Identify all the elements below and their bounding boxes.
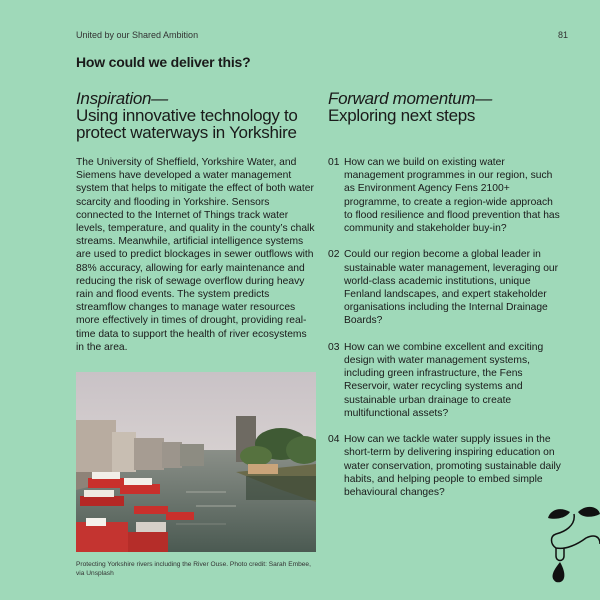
photo-caption: Protecting Yorkshire rivers including the River Ouse. Photo credit: Sarah Embee, via Unsplash: [76, 561, 311, 577]
river-photo: [76, 372, 316, 552]
step-number: 02: [328, 249, 340, 261]
forward-heading: [328, 90, 560, 124]
step-number: 04: [328, 434, 340, 446]
step-number: 01: [328, 157, 340, 168]
step-text: How can we tackle water supply issues in the short-term by delivering inspiring education on water conservation, promoting sustainable daily habits, and helping people to embed simple behavioural changes?: [344, 434, 561, 499]
list-item: [328, 341, 564, 420]
next-steps-list: [328, 156, 564, 512]
page-number: 81: [557, 30, 568, 40]
list-item: [328, 433, 564, 499]
inspiration-body: The University of Sheffield, Yorkshire Water, and Siemens have developed a water management system that helps to mitigate the effect of both water scarcity and flooding in Yorkshire. Sensors connected to the Internet of Things track water levels, temperature, and quality in the county’s chalk streams. Meanwhile, artificial intelligence systems are used to predict blockages in sewer outflows with 88% accuracy, allowing for early maintenance and reducing the risk of sewage overflow during heavy rain and flood events. The system predicts streamflow changes to manage water resources more effectively in times of drought, providing real-time data to support the health of river ecosystems in the area.: [76, 157, 315, 353]
inspiration-lead: Inspiration—: [76, 89, 168, 108]
forward-lead: Forward momentum—: [328, 89, 492, 108]
section-title: How could we deliver this?: [76, 54, 251, 70]
forward-title: Exploring next steps: [328, 106, 476, 125]
inspiration-title: Using innovative technology to protect waterways in Yorkshire: [76, 106, 298, 142]
running-header: United by our Shared Ambition: [76, 30, 199, 40]
forward-column: [328, 90, 560, 124]
list-item: [328, 248, 564, 327]
step-number: 03: [328, 341, 340, 353]
water-tap-drop-icon: [546, 504, 600, 589]
step-text: Could our region become a global leader in sustainable water management, leveraging our world-class academic institutions, unique Fenland landscapes, and expert stakeholder organisations including the Internal Drainage Boards?: [344, 249, 559, 327]
step-text: How can we build on existing water management programmes in our region, such as Environment Agency Fens 2100+ programme, to create a region-wide approach to flood resilience and flood prevention that has community and stakeholder buy-in?: [344, 157, 560, 235]
inspiration-heading: [76, 90, 320, 141]
list-item: [328, 156, 564, 235]
inspiration-column: [76, 90, 320, 141]
step-text: How can we combine excellent and exciting design with water management systems, including green infrastructure, the Fens Reservoir, water recycling systems and sustainable urban drainage to create multifunctional assets?: [344, 341, 544, 419]
